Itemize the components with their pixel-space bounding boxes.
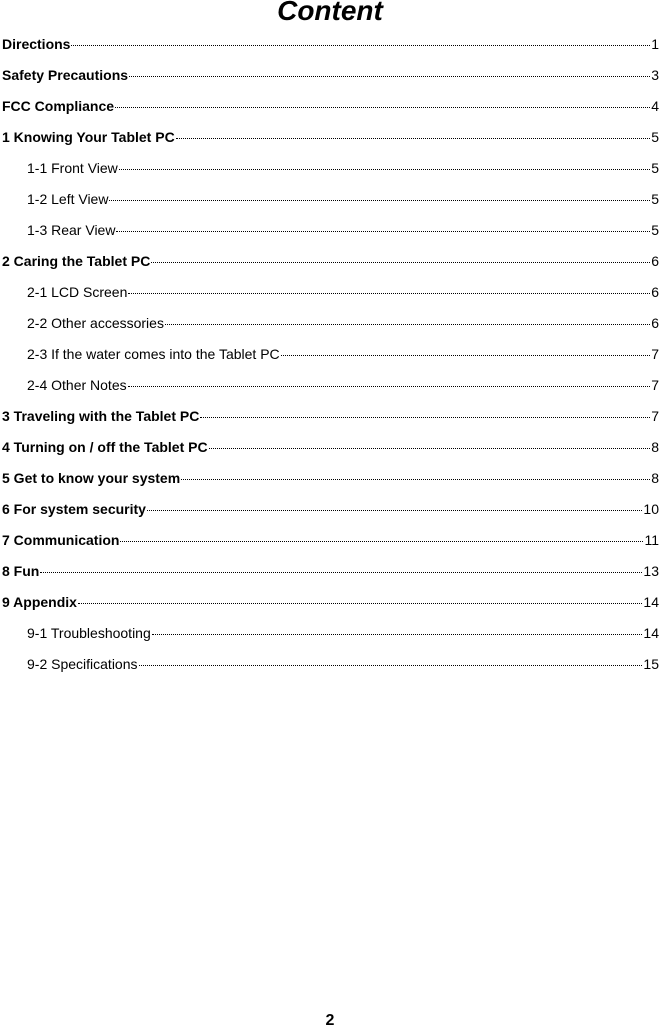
dot-leader [71,45,650,46]
toc-entry[interactable] [2,189,659,220]
toc-entry-page: 6 [651,253,659,269]
toc-entry-label: 3 Traveling with the Tablet PC [2,408,200,424]
toc-entry[interactable] [2,406,659,437]
toc-entry-page: 14 [643,625,659,641]
toc-entry-label: 6 For system security [2,501,146,517]
toc-entry-label: Safety Precautions [2,67,129,83]
toc-entry[interactable] [2,623,659,654]
toc-entry-page: 7 [651,408,659,424]
dot-leader [119,169,650,170]
toc-entry-page: 5 [651,160,659,176]
dot-leader [181,479,650,480]
toc-entry-label: Directions [2,36,71,52]
toc-entry-label: 2-1 LCD Screen [27,284,128,300]
toc-entry[interactable] [2,313,659,344]
toc-entry-page: 6 [651,315,659,331]
toc-entry-label: 2 Caring the Tablet PC [2,253,151,269]
toc-entry-label: 2-3 If the water comes into the Tablet PC [27,346,280,362]
page-title: Content [277,0,383,26]
dot-leader [115,107,650,108]
toc-entry-label: 8 Fun [2,563,40,579]
toc-entry[interactable] [2,561,659,592]
dot-leader [151,262,650,263]
toc-entry[interactable] [2,468,659,499]
dot-leader [176,138,651,139]
toc-entry-label: 1 Knowing Your Tablet PC [2,129,175,145]
toc-entry-label: 2-2 Other accessories [27,315,164,331]
toc-entry[interactable] [2,251,659,282]
toc-entry[interactable] [2,158,659,189]
dot-leader [128,386,651,387]
toc-entry-page: 1 [651,36,659,52]
toc-entry-page: 6 [651,284,659,300]
toc-entry-page: 8 [651,470,659,486]
toc-entry[interactable] [2,344,659,375]
dot-leader [281,355,651,356]
toc-entry[interactable] [2,437,659,468]
toc-entry-page: 5 [651,191,659,207]
dot-leader [152,634,643,635]
table-of-contents [2,34,659,685]
dot-leader [200,417,650,418]
toc-entry-page: 8 [651,439,659,455]
toc-entry[interactable] [2,375,659,406]
toc-entry-label: 7 Communication [2,532,120,548]
toc-entry-label: 1-3 Rear View [27,222,116,238]
toc-entry[interactable] [2,282,659,313]
toc-entry-page: 14 [643,594,659,610]
dot-leader [78,603,642,604]
toc-entry-page: 7 [651,377,659,393]
toc-entry[interactable] [2,499,659,530]
dot-leader [128,293,650,294]
toc-entry-page: 7 [651,346,659,362]
dot-leader [120,541,643,542]
toc-entry[interactable] [2,96,659,127]
toc-entry-page: 4 [651,98,659,114]
toc-entry-page: 10 [643,501,659,517]
toc-entry[interactable] [2,592,659,623]
dot-leader [139,665,643,666]
dot-leader [109,200,650,201]
toc-entry-label: 4 Turning on / off the Tablet PC [2,439,208,455]
toc-entry-label: 9-1 Troubleshooting [27,625,151,641]
toc-entry-page: 5 [651,222,659,238]
dot-leader [40,572,642,573]
dot-leader [209,448,651,449]
toc-entry-label: 1-2 Left View [27,191,109,207]
toc-entry-page: 5 [651,129,659,145]
dot-leader [147,510,642,511]
toc-entry-label: FCC Compliance [2,98,115,114]
toc-entry-page: 11 [644,532,659,548]
toc-entry[interactable] [2,654,659,685]
toc-entry[interactable] [2,220,659,251]
dot-leader [129,76,650,77]
toc-entry-label: 9-2 Specifications [27,656,138,672]
dot-leader [165,324,650,325]
toc-entry-label: 5 Get to know your system [2,470,181,486]
dot-leader [116,231,650,232]
toc-entry-page: 3 [651,67,659,83]
toc-entry-label: 2-4 Other Notes [27,377,127,393]
page-number: 2 [325,1012,335,1029]
toc-entry[interactable] [2,34,659,65]
toc-entry-page: 13 [643,563,659,579]
toc-entry[interactable] [2,127,659,158]
toc-entry-label: 9 Appendix [2,594,77,610]
toc-entry[interactable] [2,530,659,561]
toc-entry[interactable] [2,65,659,96]
toc-entry-page: 15 [643,656,659,672]
toc-entry-label: 1-1 Front View [27,160,118,176]
